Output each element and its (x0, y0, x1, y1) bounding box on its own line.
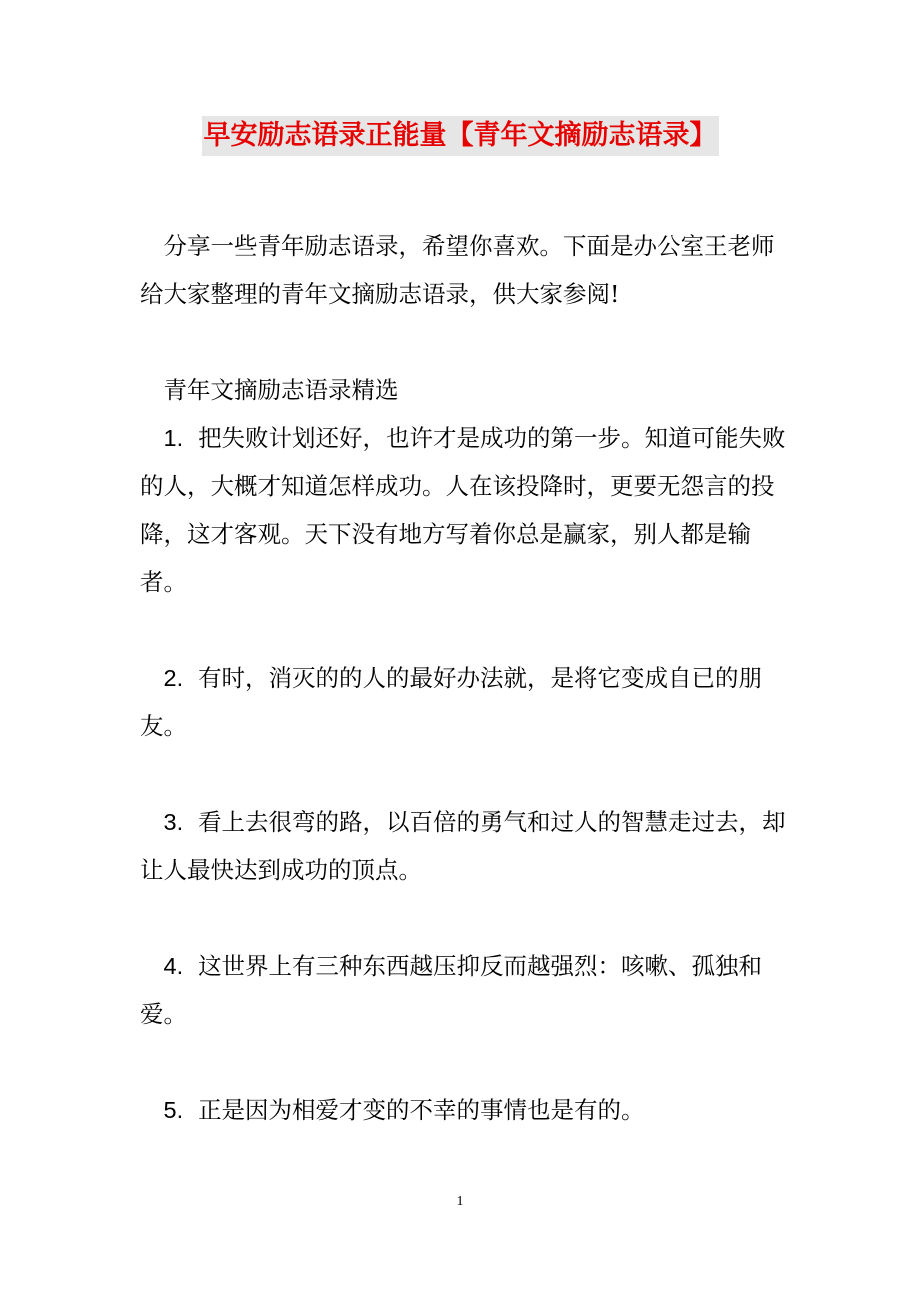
document-title: 早安励志语录正能量【青年文摘励志语录】 (202, 116, 719, 156)
item-text: 看上去很弯的路，以百倍的勇气和过人的智慧走过去，却让人最快达到成功的顶点。 (140, 808, 786, 884)
list-item (140, 798, 790, 894)
item-number: 1. (163, 425, 184, 451)
item-text: 把失败计划还好，也许才是成功的第一步。知道可能失败的人，大概才知道怎样成功。人在该投降时，更要无怨言的投降，这才客观。天下没有地方写着你总是赢家，别人都是输者。 (140, 424, 786, 596)
page-number: 1 (456, 1194, 464, 1209)
item-number: 5. (163, 1097, 184, 1123)
item-number: 3. (163, 809, 184, 835)
item-text: 有时，消灭的的人的最好办法就，是将它变成自已的朋友。 (140, 664, 763, 740)
item-text: 正是因为相爱才变的不幸的事情也是有的。 (198, 1096, 645, 1124)
item-number: 2. (163, 665, 184, 691)
list-item (140, 654, 790, 750)
item-text: 这世界上有三种东西越压抑反而越强烈：咳嗽、孤独和爱。 (140, 952, 763, 1028)
title-container (0, 116, 920, 156)
list-item (140, 414, 790, 606)
list-item (140, 942, 790, 1038)
list-item (140, 1086, 790, 1134)
intro-paragraph: 分享一些青年励志语录，希望你喜欢。下面是办公室王老师给大家整理的青年文摘励志语录，供大家参阅! (140, 232, 775, 308)
item-number: 4. (163, 953, 184, 979)
section-heading: 青年文摘励志语录精选 (163, 376, 399, 404)
